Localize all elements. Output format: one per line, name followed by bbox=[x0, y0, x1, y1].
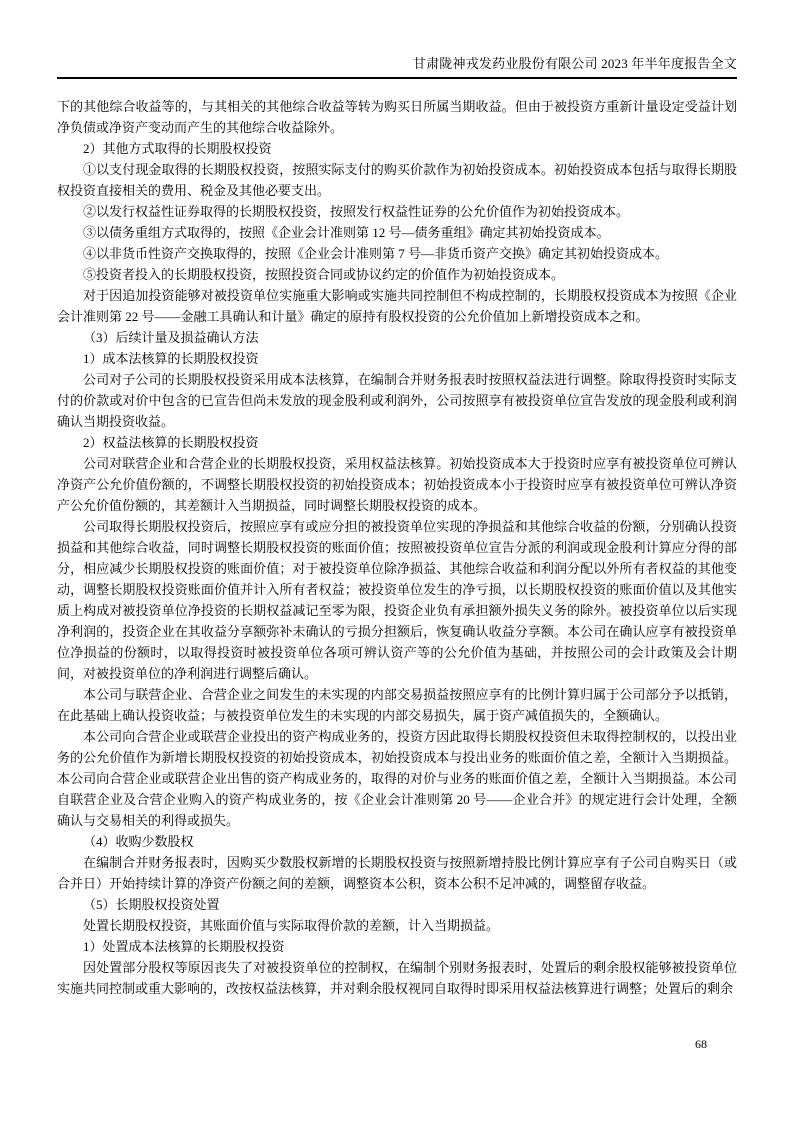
paragraph: ⑤投资者投入的长期股权投资，按照投资合同或协议约定的价值作为初始投资成本。 bbox=[83, 267, 565, 282]
paragraph: ②以发行权益性证券取得的长期股权投资，按照发行权益性证券的公允价值作为初始投资成本。 bbox=[83, 204, 630, 219]
paragraph: 下的其他综合收益等的，与其相关的其他综合收益等转为购买日所属当期收益。但由于被投资方重新计量设定受益计划净负债或净资产变动而产生的其他综合收益除外。 bbox=[57, 99, 737, 135]
paragraph: 2）其他方式取得的长期股权投资 bbox=[83, 141, 272, 156]
paragraph: ③以债务重组方式取得的，按照《企业会计准则第 12 号—债务重组》确定其初始投资成本。 bbox=[83, 225, 610, 240]
paragraph: 本公司与联营企业、合营企业之间发生的未实现的内部交易损益按照应享有的比例计算归属于公司部分予以抵销，在此基础上确认投资收益；与被投资单位发生的未实现的内部交易损失，属于资产减值损失的，全额确认。 bbox=[57, 687, 737, 723]
paragraph: （3）后续计量及损益确认方法 bbox=[83, 330, 259, 345]
paragraph: （5）长期股权投资处置 bbox=[83, 897, 220, 912]
page-number: 68 bbox=[695, 1037, 707, 1051]
paragraph: 2）权益法核算的长期股权投资 bbox=[83, 435, 259, 450]
header-rule bbox=[57, 77, 737, 79]
paragraph: 对于因追加投资能够对被投资单位实施重大影响或实施共同控制但不构成控制的，长期股权投资成本为按照《企业会计准则第 22 号——金融工具确认和计量》确定的原持有股权投资的公允价值加上新增投资成本之和。 bbox=[57, 288, 737, 324]
paragraph: ④以非货币性资产交换取得的，按照《企业会计准则第 7 号—非货币资产交换》确定其初始投资成本。 bbox=[83, 246, 669, 261]
paragraph: （4）收购少数股权 bbox=[83, 834, 194, 849]
report-header bbox=[57, 55, 737, 79]
paragraph: 公司取得长期股权投资后，按照应享有或应分担的被投资单位实现的净损益和其他综合收益的份额，分别确认投资损益和其他综合收益，同时调整长期股权投资的账面价值；按照被投资单位宣告分派的利润或现金股利计算应分得的部分，相应减少长期股权投资的账面价值；对于被投资单位除净损益、其他综合收益和利润分配以外所有者权益的其他变动，调整长期股权投资账面价值并计入所有者权益；被投资单位发生的净亏损，以长期股权投资的账面价值以及其他实质上构成对被投资单位净投资的长期权益减记至零为限，投资企业负有承担额外损失义务的除外。被投资单位以后实现净利润的，投资企业在其收益分享额弥补未确认的亏损分担额后，恢复确认收益分享额。本公司在确认应享有被投资单位净损益的份额时，以取得投资时被投资单位各项可辨认资产等的公允价值为基础，并按照公司的会计政策及会计期间，对被投资单位的净利润进行调整后确认。 bbox=[57, 519, 737, 681]
paragraph: 处置长期股权投资，其账面价值与实际取得价款的差额，计入当期损益。 bbox=[83, 918, 500, 933]
report-header-title: 甘肃陇神戎发药业股份有限公司 2023 年半年度报告全文 bbox=[412, 56, 737, 71]
paragraph: 因处置部分股权等原因丧失了对被投资单位的控制权，在编制个别财务报表时，处置后的剩余股权能够被投资单位实施共同控制或重大影响的，改按权益法核算，并对剩余股权视同自取得时即采用权益法核算进行调整；处置后的剩余 bbox=[57, 960, 737, 996]
paragraph: 公司对联营企业和合营企业的长期股权投资，采用权益法核算。初始投资成本大于投资时应享有被投资单位可辨认净资产公允价值份额的，不调整长期股权投资的初始投资成本；初始投资成本小于投资时应享有被投资单位可辨认净资产公允价值份额的，其差额计入当期损益，同时调整长期股权投资的成本。 bbox=[57, 456, 737, 513]
paragraph: 公司对子公司的长期股权投资采用成本法核算，在编制合并财务报表时按照权益法进行调整。除取得投资时实际支付的价款或对价中包含的已宣告但尚未发放的现金股利或利润外，公司按照享有被投资单位宣告发放的现金股利或利润确认当期投资收益。 bbox=[57, 372, 737, 429]
document-body bbox=[57, 96, 737, 999]
paragraph: 在编制合并财务报表时，因购买少数股权新增的长期股权投资与按照新增持股比例计算应享有子公司自购买日（或合并日）开始持续计算的净资产份额之间的差额，调整资本公积，资本公积不足冲减的，调整留存收益。 bbox=[57, 855, 737, 891]
paragraph: 1）处置成本法核算的长期股权投资 bbox=[83, 939, 285, 954]
paragraph: 本公司向合营企业或联营企业投出的资产构成业务的，投资方因此取得长期股权投资但未取得控制权的，以投出业务的公允价值作为新增长期股权投资的初始投资成本，初始投资成本与投出业务的账面价值之差，全额计入当期损益。本公司向合营企业或联营企业出售的资产构成业务的，取得的对价与业务的账面价值之差，全额计入当期损益。本公司自联营企业及合营企业购入的资产构成业务的，按《企业会计准则第 20 号——企业合并》的规定进行会计处理，全额确认与交易相关的利得或损失。 bbox=[57, 729, 737, 828]
paragraph: ①以支付现金取得的长期股权投资，按照实际支付的购买价款作为初始投资成本。初始投资成本包括与取得长期股权投资直接相关的费用、税金及其他必要支出。 bbox=[57, 162, 737, 198]
paragraph: 1）成本法核算的长期股权投资 bbox=[83, 351, 259, 366]
